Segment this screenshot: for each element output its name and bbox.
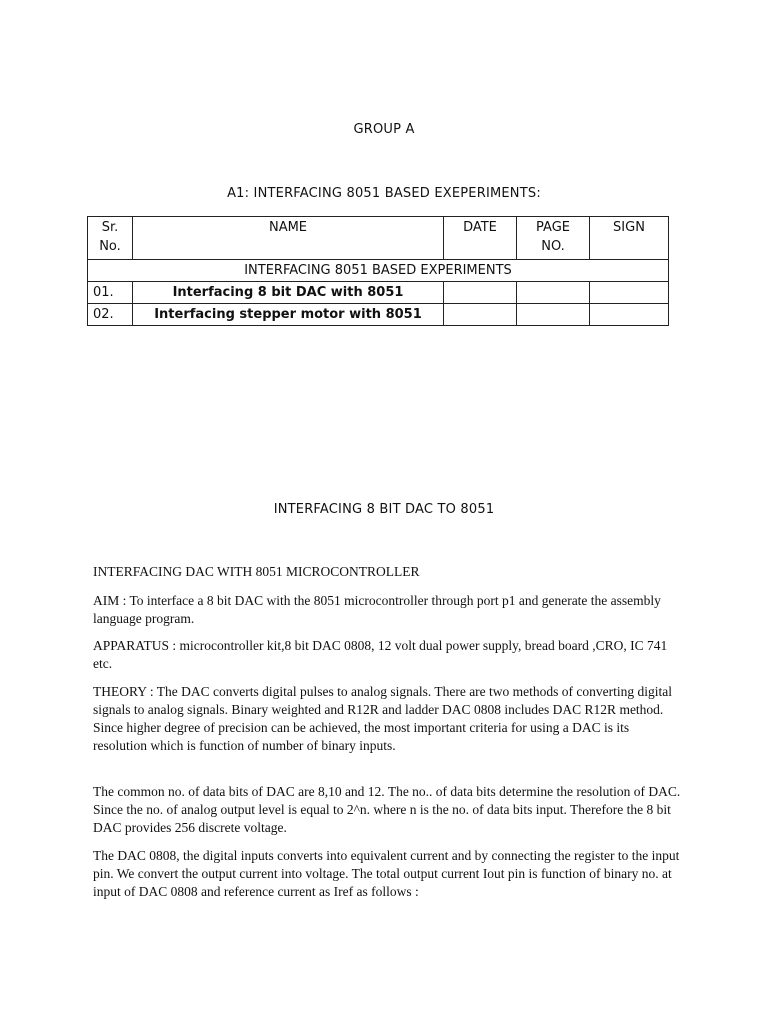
section-title: A1: INTERFACING 8051 BASED EXEPERIMENTS: — [227, 186, 541, 201]
table-row — [88, 304, 669, 326]
row-date — [444, 282, 517, 304]
paragraph-aim: AIM : To interface a 8 bit DAC with the 8051 microcontroller through port p1 and generate the assembly language program. — [93, 593, 661, 626]
header-sign: SIGN — [590, 217, 669, 260]
paragraph-apparatus: APPARATUS : microcontroller kit,8 bit DAC 0808, 12 volt dual power supply, bread board ,CRO, IC 741 etc. — [93, 638, 668, 671]
row-sr: 01. — [88, 282, 133, 304]
paragraph-title: INTERFACING DAC WITH 8051 MICROCONTROLLER — [93, 564, 420, 579]
row-name: Interfacing stepper motor with 8051 — [133, 304, 444, 326]
row-sign — [590, 304, 669, 326]
row-date — [444, 304, 517, 326]
paragraph-data-bits: The common no. of data bits of DAC are 8,10 and 12. The no.. of data bits determine the resolution of DAC. Since the no. of analog output level is equal to 2^n. where n is the no. of data bits input. Therefore the 8 bit DAC provides 256 discrete voltage. — [93, 784, 681, 835]
paragraph-theory: THEORY : The DAC converts digital pulses to analog signals. There are two methods of converting digital signals to analog signals. Binary weighted and R12R and ladder DAC 0808 includes DAC R12R method. Since higher degree of precision can be achieved, the most important criteria for using a DAC is its resolution which is function of number of binary inputs. — [93, 684, 673, 753]
row-sr: 02. — [88, 304, 133, 326]
header-sr-no: Sr. No. — [88, 217, 133, 260]
experiment-index-table — [87, 216, 669, 326]
header-page-no: PAGE NO. — [517, 217, 590, 260]
table-section-row — [88, 260, 669, 282]
section-row-label: INTERFACING 8051 BASED EXPERIMENTS — [88, 260, 669, 282]
table-header-row — [88, 217, 669, 260]
row-page — [517, 304, 590, 326]
group-heading: GROUP A — [353, 122, 415, 137]
experiment-title: INTERFACING 8 BIT DAC TO 8051 — [273, 502, 495, 517]
header-name: NAME — [133, 217, 444, 260]
header-date: DATE — [444, 217, 517, 260]
row-name: Interfacing 8 bit DAC with 8051 — [133, 282, 444, 304]
row-sign — [590, 282, 669, 304]
paragraph-dac-0808: The DAC 0808, the digital inputs converts into equivalent current and by connecting the register to the input pin. We convert the output current into voltage. The total output current Iout pin is function of binary no. at input of DAC 0808 and reference current as Iref as follows : — [93, 848, 680, 899]
table-row — [88, 282, 669, 304]
row-page — [517, 282, 590, 304]
